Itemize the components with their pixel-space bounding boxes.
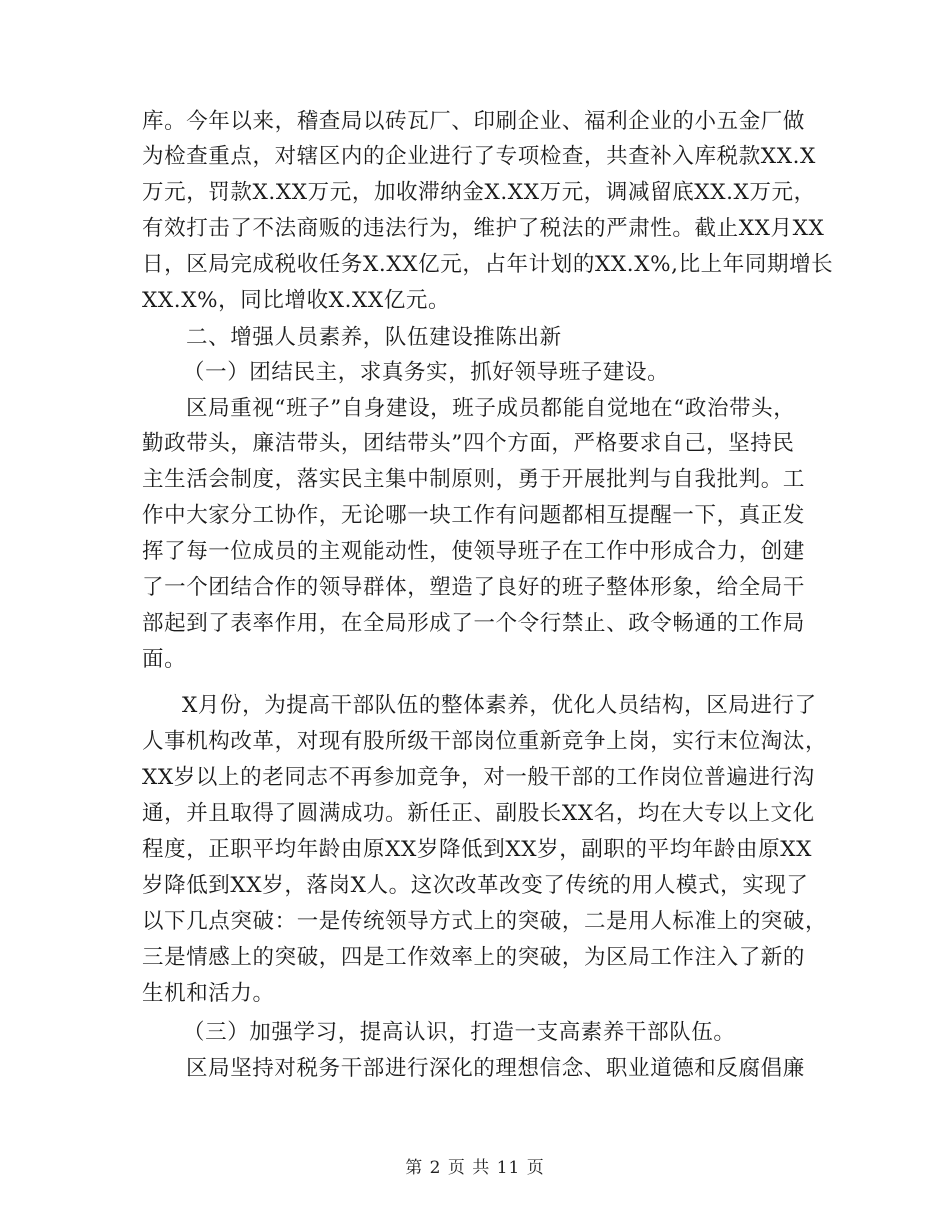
paragraph-line: 主生活会制度，落实民主集中制原则，勇于开展批判与自我批判。工 — [142, 467, 806, 492]
paragraph-line: X月份，为提高干部队伍的整体素养，优化人员结构，区局进行了 — [182, 693, 817, 718]
paragraph-line: XX岁以上的老同志不再参加竞争，对一般干部的工作岗位普遍进行沟 — [142, 765, 815, 790]
subsection-heading: （一）团结民主，求真务实，抓好领导班子建设。 — [183, 360, 670, 385]
paragraph-line: XX.X%，同比增收X.XX亿元。 — [142, 288, 451, 313]
paragraph-line: 了一个团结合作的领导群体，塑造了良好的班子整体形象，给全局干 — [142, 575, 806, 600]
paragraph-line: 有效打击了不法商贩的违法行为，维护了税法的严肃性。截止XX月XX — [142, 216, 825, 241]
paragraph-line: 日，区局完成税收任务X.XX亿元，占年计划的XX.X%,比上年同期增长 — [142, 252, 834, 277]
paragraph-line: 生机和活力。 — [142, 981, 275, 1006]
paragraph-line: 以下几点突破：一是传统领导方式上的突破，二是用人标准上的突破， — [142, 909, 828, 934]
paragraph-line: 万元，罚款X.XX万元，加收滞纳金X.XX万元，调减留底XX.X万元， — [142, 180, 816, 205]
paragraph-line: 三是情感上的突破，四是工作效率上的突破，为区局工作注入了新的 — [142, 945, 806, 970]
paragraph-line: 岁降低到XX岁，落岗X人。这次改革改变了传统的用人模式，实现了 — [142, 873, 809, 898]
paragraph-line: 库。今年以来，稽查局以砖瓦厂、印刷企业、福利企业的小五金厂做 — [142, 109, 806, 134]
paragraph-line: 挥了每一位成员的主观能动性，使领导班子在工作中形成合力，创建 — [142, 539, 806, 564]
page-number-footer: 第 2 页 共 11 页 — [405, 1158, 545, 1178]
paragraph-line: 为检查重点，对辖区内的企业进行了专项检查，共查补入库税款XX.X — [142, 144, 816, 169]
paragraph-line: 程度，正职平均年龄由原XX岁降低到XX岁，副职的平均年龄由原XX — [142, 837, 813, 862]
paragraph-line: 人事机构改革，对现有股所级干部岗位重新竞争上岗，实行末位淘汰， — [142, 729, 828, 754]
paragraph-line: 作中大家分工协作，无论哪一块工作有问题都相互提醒一下，真正发 — [142, 503, 806, 528]
paragraph-line: 部起到了表率作用，在全局形成了一个令行禁止、政令畅通的工作局 — [142, 611, 806, 636]
paragraph-line: 面。 — [142, 647, 187, 672]
paragraph-line: 区局坚持对税务干部进行深化的理想信念、职业道德和反腐倡廉 — [186, 1056, 805, 1081]
paragraph-line: 区局重视“班子”自身建设，班子成员都能自觉地在“政治带头， — [186, 396, 796, 421]
paragraph-line: 通，并且取得了圆满成功。新任正、副股长XX名，均在大专以上文化 — [142, 801, 815, 826]
paragraph-line: 勤政带头，廉洁带头，团结带头”四个方面，严格要求自己，坚持民 — [142, 431, 795, 456]
subsection-heading: （三）加强学习，提高认识，打造一支高素养干部队伍。 — [183, 1020, 736, 1045]
section-heading: 二、增强人员素养，队伍建设推陈出新 — [186, 325, 562, 350]
